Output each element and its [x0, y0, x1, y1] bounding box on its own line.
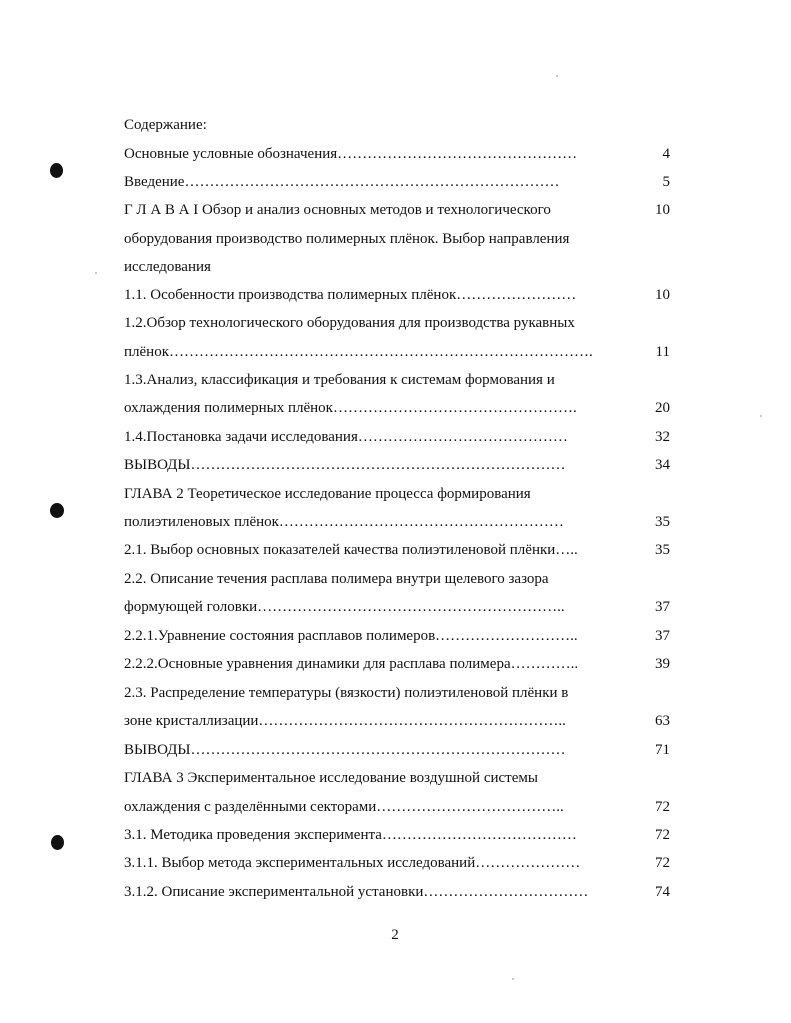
toc-line: плёнок…………………………………………………………………………. — [124, 344, 593, 360]
binder-hole-mark — [51, 835, 64, 850]
toc-line: Введение………………………………………………………………… — [124, 174, 560, 190]
toc-page-number: 72 — [655, 855, 670, 871]
toc-line: 2.2.2.Основные уравнения динамики для расплава полимера………….. — [124, 656, 579, 672]
toc-line: 2.2.1.Уравнение состояния расплавов полимеров……………………….. — [124, 628, 578, 644]
toc-line: оборудования производство полимерных плёнок. Выбор направления — [124, 231, 570, 247]
toc-page-number: 35 — [655, 514, 670, 530]
toc-line: ГЛАВА 2 Теоретическое исследование процесса формирования — [124, 486, 531, 502]
toc-page-number: 32 — [655, 429, 670, 445]
toc-line: охлаждения полимерных плёнок…………………………………………. — [124, 400, 577, 416]
toc-page-number: 10 — [655, 202, 670, 218]
toc-line: 1.2.Обзор технологического оборудования для производства рукавных — [124, 315, 575, 331]
scan-speck — [95, 272, 97, 274]
toc-page-number: 72 — [655, 827, 670, 843]
binder-hole-mark — [50, 163, 63, 178]
scan-speck — [556, 75, 558, 77]
toc-page-number: 37 — [655, 628, 670, 644]
toc-page-number: 4 — [662, 146, 670, 162]
toc-line: 3.1.2. Описание экспериментальной установки…………………………… — [124, 884, 589, 900]
toc-line: ГЛАВА 3 Экспериментальное исследование воздушной системы — [124, 770, 538, 786]
page-number: 2 — [391, 927, 399, 943]
toc-line: зоне кристаллизации…………………………………………………….. — [124, 713, 566, 729]
toc-heading: Содержание: — [124, 117, 207, 133]
toc-line: полиэтиленовых плёнок………………………………………………… — [124, 514, 564, 530]
toc-page-number: 34 — [655, 457, 670, 473]
toc-line: 2.2. Описание течения расплава полимера внутри щелевого зазора — [124, 571, 549, 587]
toc-line: 3.1. Методика проведения эксперимента………………………………… — [124, 827, 577, 843]
toc-page-number: 71 — [655, 742, 670, 758]
toc-page-number: 63 — [655, 713, 670, 729]
toc-page-number: 72 — [655, 799, 670, 815]
toc-page-number: 74 — [655, 884, 670, 900]
toc-line: исследования — [124, 259, 211, 275]
toc-line: 1.1. Особенности производства полимерных плёнок…………………… — [124, 287, 577, 303]
toc-line: ВЫВОДЫ………………………………………………………………… — [124, 742, 566, 758]
toc-page-number: 10 — [655, 287, 670, 303]
toc-line: 1.4.Постановка задачи исследования…………………………………… — [124, 429, 568, 445]
toc-page-number: 11 — [655, 344, 670, 360]
toc-page-number: 39 — [655, 656, 670, 672]
toc-line: 2.3. Распределение температуры (вязкости) полиэтиленовой плёнки в — [124, 685, 569, 701]
binder-hole-mark — [50, 503, 64, 518]
toc-line: охлаждения с разделёнными секторами……………………………….. — [124, 799, 564, 815]
toc-page-number: 35 — [655, 542, 670, 558]
toc-page-number: 5 — [662, 174, 670, 190]
toc-line: ВЫВОДЫ………………………………………………………………… — [124, 457, 566, 473]
toc-page-number: 37 — [655, 599, 670, 615]
toc-line: Г Л А В А I Обзор и анализ основных методов и технологического — [124, 202, 551, 218]
toc-page-number: 20 — [655, 400, 670, 416]
toc-line: 2.1. Выбор основных показателей качества полиэтиленовой плёнки….. — [124, 542, 578, 558]
toc-line: 1.3.Анализ, классификация и требования к системам формования и — [124, 372, 555, 388]
toc-line: Основные условные обозначения………………………………………… — [124, 146, 578, 162]
scan-speck — [760, 415, 762, 417]
toc-line: формующей головки…………………………………………………….. — [124, 599, 565, 615]
toc-line: 3.1.1. Выбор метода экспериментальных исследований………………… — [124, 855, 581, 871]
scan-speck — [512, 978, 514, 980]
